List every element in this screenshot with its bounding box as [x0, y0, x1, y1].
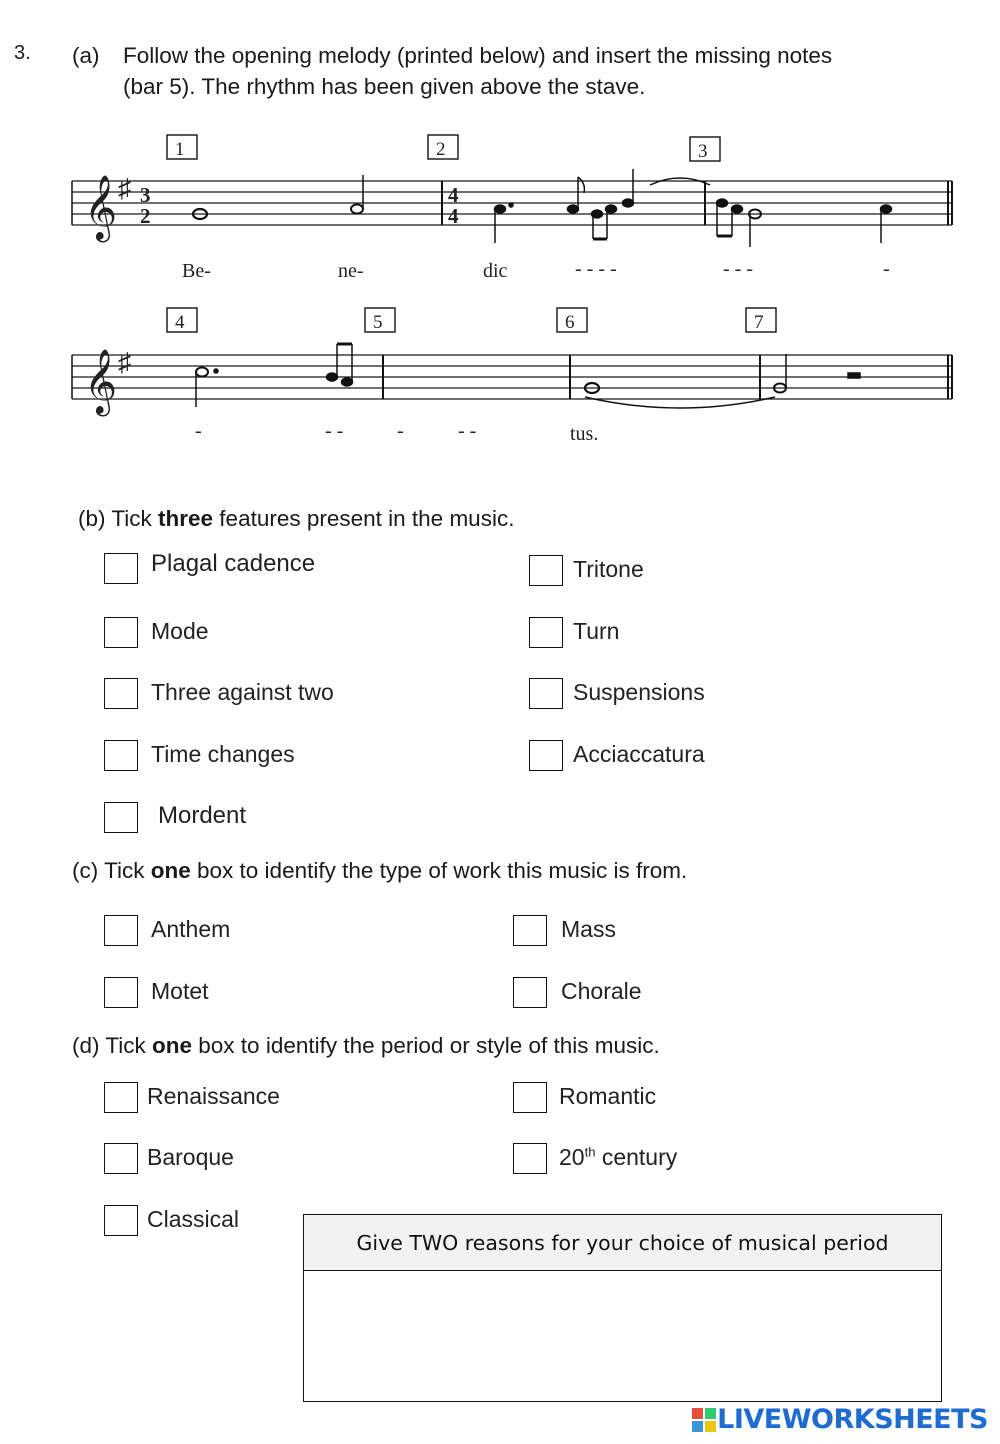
reason-box: [303, 1214, 942, 1402]
checkbox-romantic[interactable]: [513, 1082, 547, 1113]
label-time-changes: Time changes: [151, 741, 295, 767]
lyric-hyphen-3: -: [883, 258, 890, 280]
liveworksheets-logo: [691, 1404, 988, 1435]
lyric-hyphens-5: - -: [325, 420, 344, 442]
time-sig-top-1: 3: [140, 183, 151, 207]
label-mordent: Mordent: [158, 802, 247, 829]
lyric-hyphens-1: - - - -: [575, 258, 617, 280]
bar-number-boxes: [167, 135, 776, 332]
checkbox-three-against-two[interactable]: [104, 678, 138, 709]
label-plagal-cadence: Plagal cadence: [151, 550, 316, 577]
checkbox-classical[interactable]: [104, 1205, 138, 1236]
part-a-line1: Follow the opening melody (printed below) and insert the missing notes: [123, 43, 833, 68]
checkbox-turn[interactable]: [529, 617, 563, 648]
question-number: 3.: [14, 42, 31, 64]
key-sharp-icon: ♯: [118, 174, 131, 203]
label-20th-century: 20th century: [559, 1144, 678, 1170]
lyric-hyphens-2: - - -: [723, 258, 753, 280]
treble-clef-icon: 𝄞: [84, 351, 118, 413]
label-motet: Motet: [151, 978, 209, 1004]
bar-number-7: 7: [754, 312, 764, 333]
label-mass: Mass: [561, 916, 616, 942]
bar-number-2: 2: [436, 139, 446, 160]
part-a-line2: (bar 5). The rhythm has been given above the stave.: [123, 74, 646, 99]
checkbox-suspensions[interactable]: [529, 678, 563, 709]
label-baroque: Baroque: [147, 1144, 234, 1170]
part-b-instruction: (b) Tick three features present in the music.: [78, 506, 515, 531]
checkbox-chorale[interactable]: [513, 977, 547, 1008]
checkbox-20th-century[interactable]: [513, 1143, 547, 1174]
time-sig-bottom-1: 2: [140, 204, 151, 228]
bar-number-3: 3: [698, 141, 708, 162]
melody-score: [60, 125, 960, 455]
checkbox-baroque[interactable]: [104, 1143, 138, 1174]
label-renaissance: Renaissance: [147, 1083, 280, 1109]
reason-answer-field[interactable]: [304, 1271, 945, 1405]
liveworksheets-logo-text: LIVEWORKSHEETS: [717, 1404, 988, 1435]
lyric-hyphen-4: -: [195, 420, 202, 442]
treble-clef-icon: 𝄞: [84, 177, 118, 239]
bar-number-1: 1: [175, 139, 185, 160]
label-romantic: Romantic: [559, 1083, 657, 1109]
checkbox-acciaccatura[interactable]: [529, 740, 563, 771]
checkbox-renaissance[interactable]: [104, 1082, 138, 1113]
label-mode: Mode: [151, 618, 209, 644]
checkbox-motet[interactable]: [104, 977, 138, 1008]
lyric-hyphens-7: - -: [458, 420, 477, 442]
key-sharp-icon: ♯: [118, 348, 131, 377]
bar-number-4: 4: [175, 312, 185, 333]
lyric-dic: dic: [483, 260, 508, 282]
checkbox-time-changes[interactable]: [104, 740, 138, 771]
lyric-hyphen-6: -: [397, 420, 404, 442]
label-chorale: Chorale: [561, 978, 642, 1004]
part-d-instruction: (d) Tick one box to identify the period or style of this music.: [72, 1033, 660, 1058]
checkbox-mordent[interactable]: [104, 802, 138, 833]
label-classical: Classical: [147, 1206, 240, 1232]
checkbox-plagal-cadence[interactable]: [104, 553, 138, 584]
reason-box-heading: Give TWO reasons for your choice of musical period: [304, 1215, 941, 1271]
checkbox-tritone[interactable]: [529, 555, 563, 586]
label-suspensions: Suspensions: [573, 679, 705, 705]
checkbox-mode[interactable]: [104, 617, 138, 648]
liveworksheets-logo-icon: [691, 1407, 717, 1433]
checkbox-mass[interactable]: [513, 915, 547, 946]
label-turn: Turn: [573, 618, 620, 644]
label-acciaccatura: Acciaccatura: [573, 741, 705, 767]
label-three-against-two: Three against two: [151, 679, 334, 705]
time-sig-top-2: 4: [448, 183, 459, 207]
time-sig-bottom-2: 4: [448, 204, 459, 228]
lyric-be: Be-: [182, 260, 211, 282]
part-c-instruction: (c) Tick one box to identify the type of work this music is from.: [72, 858, 688, 883]
label-anthem: Anthem: [151, 916, 231, 942]
part-a-label: (a): [72, 43, 100, 68]
label-tritone: Tritone: [573, 556, 644, 582]
lyric-tus: tus.: [570, 423, 599, 445]
lyric-ne: ne-: [338, 260, 364, 282]
bar-number-5: 5: [373, 312, 383, 333]
bar-number-6: 6: [565, 312, 575, 333]
checkbox-anthem[interactable]: [104, 915, 138, 946]
